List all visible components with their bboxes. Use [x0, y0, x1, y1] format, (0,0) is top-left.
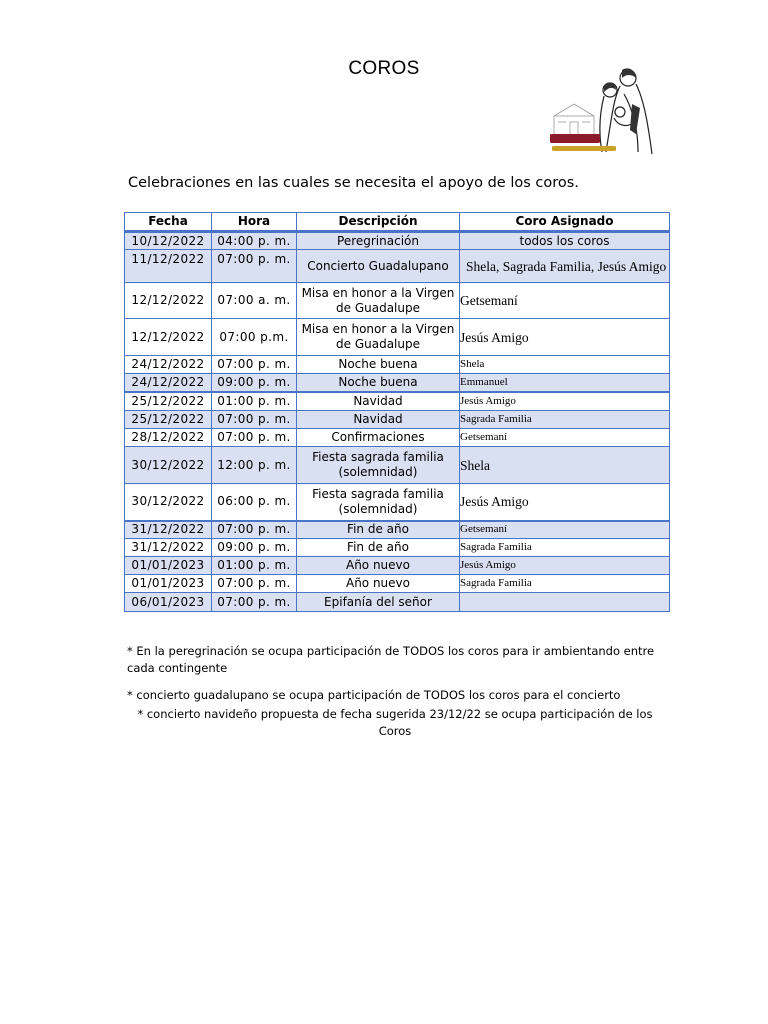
cell-hora: 07:00 p.m.	[212, 319, 297, 356]
cell-coro	[460, 593, 670, 612]
table-row	[125, 447, 670, 484]
cell-hora: 01:00 p. m.	[212, 392, 297, 411]
cell-fecha: 06/01/2023	[125, 593, 212, 612]
cell-coro: Sagrada Familia	[460, 411, 670, 429]
cell-hora: 01:00 p. m.	[212, 557, 297, 575]
table-row	[125, 539, 670, 557]
cell-hora: 07:00 p. m.	[212, 250, 297, 283]
cell-hora: 07:00 p. m.	[212, 429, 297, 447]
choir-schedule-table	[124, 212, 670, 612]
page-title: COROS	[348, 58, 420, 79]
table-row	[125, 521, 670, 539]
cell-coro: Sagrada Familia	[460, 575, 670, 593]
cell-fecha: 01/01/2023	[125, 557, 212, 575]
subtitle: Celebraciones en las cuales se necesita el apoyo de los coros.	[128, 175, 579, 191]
cell-fecha: 24/12/2022	[125, 356, 212, 374]
cell-fecha: 12/12/2022	[125, 283, 212, 319]
header-hora: Hora	[212, 213, 297, 232]
holy-family-illustration	[548, 64, 656, 158]
cell-descripcion: Confirmaciones	[297, 429, 460, 447]
table-row	[125, 374, 670, 392]
cell-coro: Getsemaní	[460, 283, 670, 319]
table-row	[125, 232, 670, 250]
cell-hora: 07:00 p. m.	[212, 521, 297, 539]
cell-hora: 12:00 p. m.	[212, 447, 297, 484]
cell-descripcion: Navidad	[297, 411, 460, 429]
cell-fecha: 30/12/2022	[125, 447, 212, 484]
cell-coro: Jesús Amigo	[460, 557, 670, 575]
header-descripcion: Descripción	[297, 213, 460, 232]
cell-descripcion: Misa en honor a la Virgen de Guadalupe	[297, 283, 460, 319]
cell-coro: Emmanuel	[460, 374, 670, 392]
note-concierto-navideno: * concierto navideño propuesta de fecha sugerida 23/12/22 se ocupa participación de los Coros	[137, 707, 653, 738]
note-peregrinacion: * En la peregrinación se ocupa participación de TODOS los coros para ir ambientando entre cada contingente	[127, 644, 655, 675]
table-row	[125, 593, 670, 612]
cell-hora: 09:00 p. m.	[212, 374, 297, 392]
cell-coro: Getsemaní	[460, 521, 670, 539]
table-row	[125, 250, 670, 283]
cell-coro: Shela	[460, 447, 670, 484]
cell-descripcion: Noche buena	[297, 374, 460, 392]
cell-hora: 07:00 p. m.	[212, 411, 297, 429]
table-row	[125, 484, 670, 521]
table-row	[125, 392, 670, 411]
cell-fecha: 24/12/2022	[125, 374, 212, 392]
cell-descripcion: Concierto Guadalupano	[297, 250, 460, 283]
cell-coro: Jesús Amigo	[460, 392, 670, 411]
cell-hora: 07:00 p. m.	[212, 593, 297, 612]
cell-fecha: 31/12/2022	[125, 539, 212, 557]
cell-descripcion: Epifanía del señor	[297, 593, 460, 612]
cell-fecha: 25/12/2022	[125, 411, 212, 429]
rectoria-logo	[548, 64, 656, 158]
cell-fecha: 10/12/2022	[125, 232, 212, 250]
note-concierto-guadalupano: * concierto guadalupano se ocupa participación de TODOS los coros para el concierto	[127, 688, 621, 702]
cell-descripcion: Navidad	[297, 392, 460, 411]
table-row	[125, 557, 670, 575]
table-row	[125, 411, 670, 429]
table-row	[125, 575, 670, 593]
cell-descripcion: Fiesta sagrada familia (solemnidad)	[297, 484, 460, 521]
cell-fecha: 28/12/2022	[125, 429, 212, 447]
cell-fecha: 12/12/2022	[125, 319, 212, 356]
cell-fecha: 31/12/2022	[125, 521, 212, 539]
cell-coro: todos los coros	[460, 232, 670, 250]
cell-descripcion: Fin de año	[297, 521, 460, 539]
cell-descripcion: Año nuevo	[297, 575, 460, 593]
cell-fecha: 01/01/2023	[125, 575, 212, 593]
table-row	[125, 356, 670, 374]
cell-fecha: 25/12/2022	[125, 392, 212, 411]
cell-hora: 07:00 p. m.	[212, 356, 297, 374]
cell-descripcion: Peregrinación	[297, 232, 460, 250]
cell-hora: 06:00 p. m.	[212, 484, 297, 521]
cell-descripcion: Noche buena	[297, 356, 460, 374]
cell-hora: 07:00 a. m.	[212, 283, 297, 319]
cell-coro: Sagrada Familia	[460, 539, 670, 557]
cell-fecha: 11/12/2022	[125, 250, 212, 283]
cell-coro: Getsemaní	[460, 429, 670, 447]
cell-coro: Shela, Sagrada Familia, Jesús Amigo	[460, 250, 670, 283]
cell-hora: 04:00 p. m.	[212, 232, 297, 250]
cell-coro: Shela	[460, 356, 670, 374]
table-row	[125, 283, 670, 319]
table-row	[125, 429, 670, 447]
header-coro-asignado: Coro Asignado	[460, 213, 670, 232]
cell-hora: 07:00 p. m.	[212, 575, 297, 593]
table-row	[125, 319, 670, 356]
cell-descripcion: Misa en honor a la Virgen de Guadalupe	[297, 319, 460, 356]
cell-descripcion: Fiesta sagrada familia (solemnidad)	[297, 447, 460, 484]
cell-coro: Jesús Amigo	[460, 484, 670, 521]
cell-hora: 09:00 p. m.	[212, 539, 297, 557]
cell-descripcion: Fin de año	[297, 539, 460, 557]
cell-descripcion: Año nuevo	[297, 557, 460, 575]
table-header-row	[125, 213, 670, 232]
cell-fecha: 30/12/2022	[125, 484, 212, 521]
header-fecha: Fecha	[125, 213, 212, 232]
cell-coro: Jesús Amigo	[460, 319, 670, 356]
